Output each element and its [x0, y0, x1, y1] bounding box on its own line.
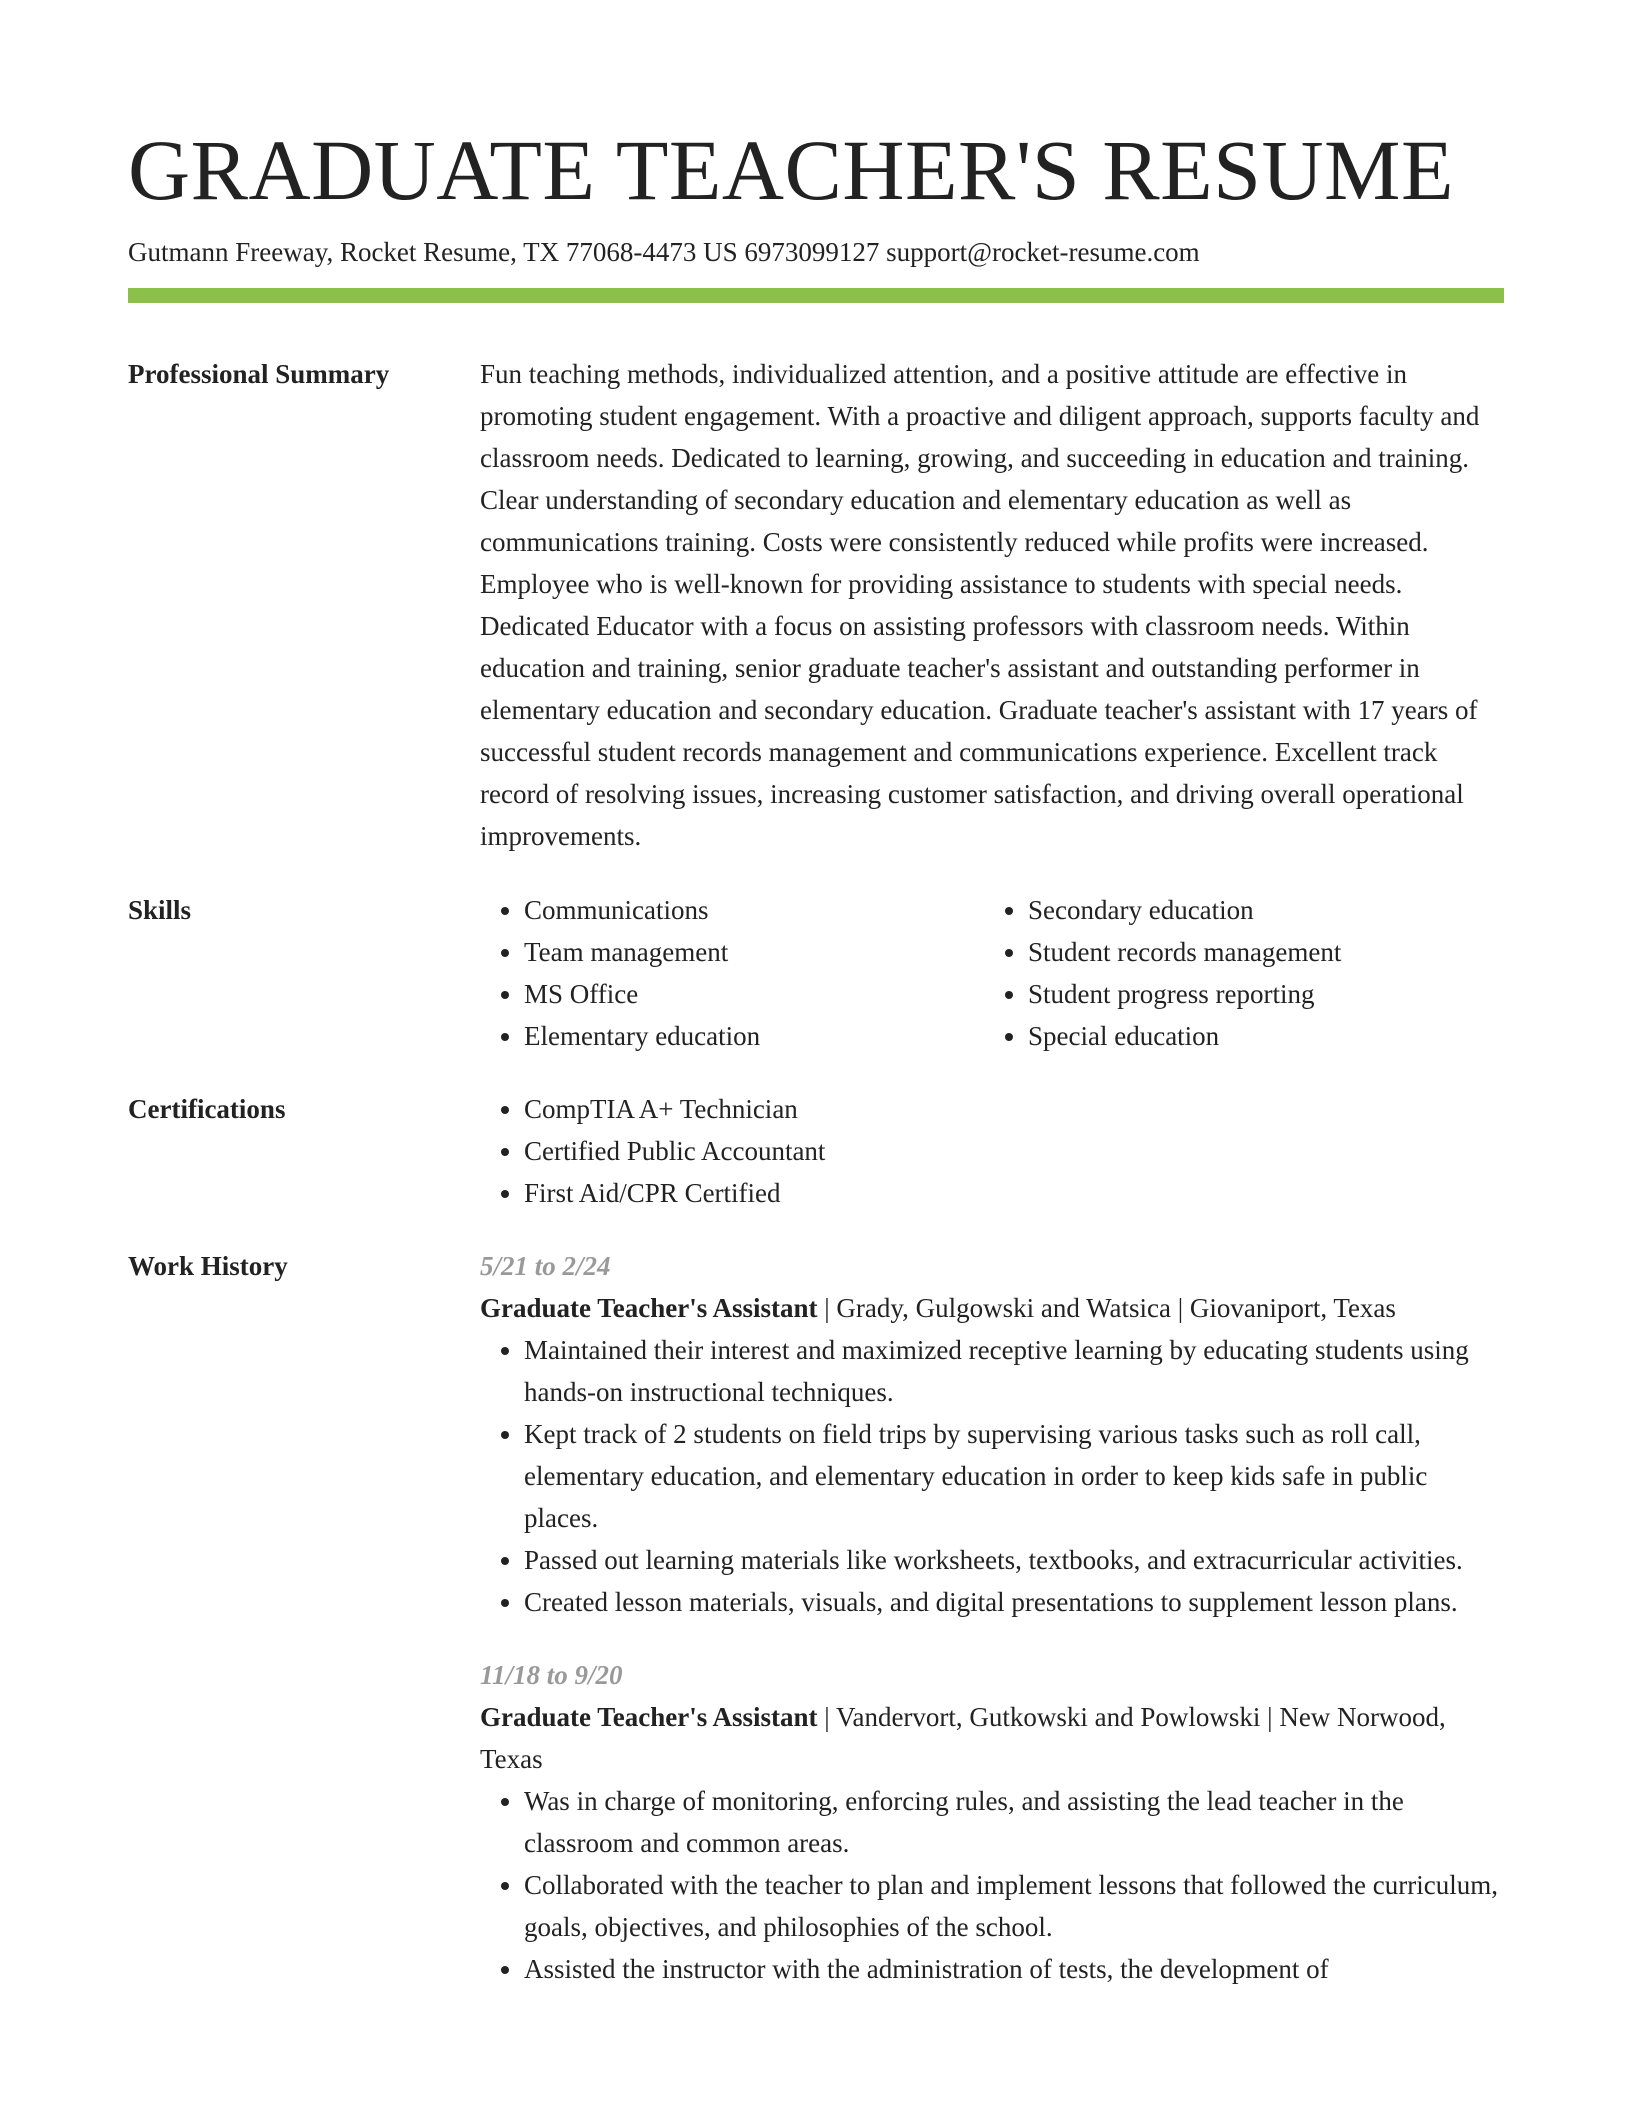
certification-item: • Certified Public Accountant — [524, 1130, 1504, 1172]
job-details: | Grady, Gulgowski and Watsica | Giovaniport, Texas — [817, 1293, 1396, 1323]
job-duty: • Maintained their interest and maximized receptive learning by educating students using hands-on instructional techniques. — [524, 1329, 1504, 1413]
certifications-list — [480, 1088, 1504, 1214]
job-details: | Vandervort, Gutkowski and Powlowski | New Norwood, Texas — [480, 1702, 1446, 1774]
skill-item: • Team management — [524, 931, 984, 973]
summary-heading: Professional Summary — [128, 359, 390, 389]
job-entry — [480, 1654, 1504, 1990]
work-history-section — [128, 1245, 1504, 1990]
summary-text: Fun teaching methods, individualized attention, and a positive attitude are effective in promoting student engagement. With a proactive and diligent approach, supports faculty and classroom needs. Dedicated to learning, growing, and succeeding in education and training. Clear understanding of secondary education and elementary education as well as communications training. Costs were consistently reduced while profits were increased. Employee who is well-known for providing assistance to students with special needs. Dedicated Educator with a focus on assisting professors with classroom needs. Within education and training, senior graduate teacher's assistant and outstanding performer in elementary education and secondary education. Graduate teacher's assistant with 17 years of successful student records management and communications experience. Excellent track record of resolving issues, increasing customer satisfaction, and driving overall operational improvements. — [480, 359, 1480, 851]
job-header — [480, 1696, 1504, 1780]
job-duty: • Passed out learning materials like worksheets, textbooks, and extracurricular activities. — [524, 1539, 1504, 1581]
skill-item: • Student progress reporting — [1028, 973, 1488, 1015]
job-duties-list — [480, 1329, 1504, 1623]
skill-item: • Elementary education — [524, 1015, 984, 1057]
skill-item: • Student records management — [1028, 931, 1488, 973]
job-dates: 11/18 to 9/20 — [480, 1660, 623, 1690]
job-title: Graduate Teacher's Assistant — [480, 1702, 818, 1732]
job-duty: • Created lesson materials, visuals, and digital presentations to supplement lesson plans. — [524, 1581, 1504, 1623]
job-duty: • Assisted the instructor with the administration of tests, the development of — [524, 1948, 1504, 1990]
skill-item: • Communications — [524, 889, 984, 931]
certification-item: • First Aid/CPR Certified — [524, 1172, 1504, 1214]
job-header — [480, 1287, 1504, 1329]
resume-page — [128, 120, 1504, 1990]
job-title: Graduate Teacher's Assistant — [480, 1293, 818, 1323]
skills-list-right — [984, 889, 1488, 1057]
skill-item: • Secondary education — [1028, 889, 1488, 931]
summary-section — [128, 353, 1504, 857]
skill-item: • Special education — [1028, 1015, 1488, 1057]
job-duty: • Kept track of 2 students on field trips by supervising various tasks such as roll call, elementary education, and elementary education in order to keep kids safe in public places. — [524, 1413, 1504, 1539]
resume-title: GRADUATE TEACHER'S RESUME — [128, 122, 1455, 218]
skills-section — [128, 889, 1504, 1057]
job-duty: • Was in charge of monitoring, enforcing rules, and assisting the lead teacher in the classroom and common areas. — [524, 1780, 1504, 1864]
skill-item: • MS Office — [524, 973, 984, 1015]
certifications-section — [128, 1088, 1504, 1214]
job-duties-list — [480, 1780, 1504, 1990]
contact-line: Gutmann Freeway, Rocket Resume, TX 77068-4473 US 6973099127 support@rocket-resume.com — [128, 237, 1200, 267]
work-history-heading: Work History — [128, 1251, 288, 1281]
accent-divider — [128, 288, 1504, 303]
certification-item: • CompTIA A+ Technician — [524, 1088, 1504, 1130]
skills-list-left — [480, 889, 984, 1057]
job-dates: 5/21 to 2/24 — [480, 1251, 611, 1281]
certifications-heading: Certifications — [128, 1094, 286, 1124]
job-duty: • Collaborated with the teacher to plan and implement lessons that followed the curriculum, goals, objectives, and philosophies of the school. — [524, 1864, 1504, 1948]
skills-heading: Skills — [128, 895, 192, 925]
job-entry — [480, 1245, 1504, 1623]
